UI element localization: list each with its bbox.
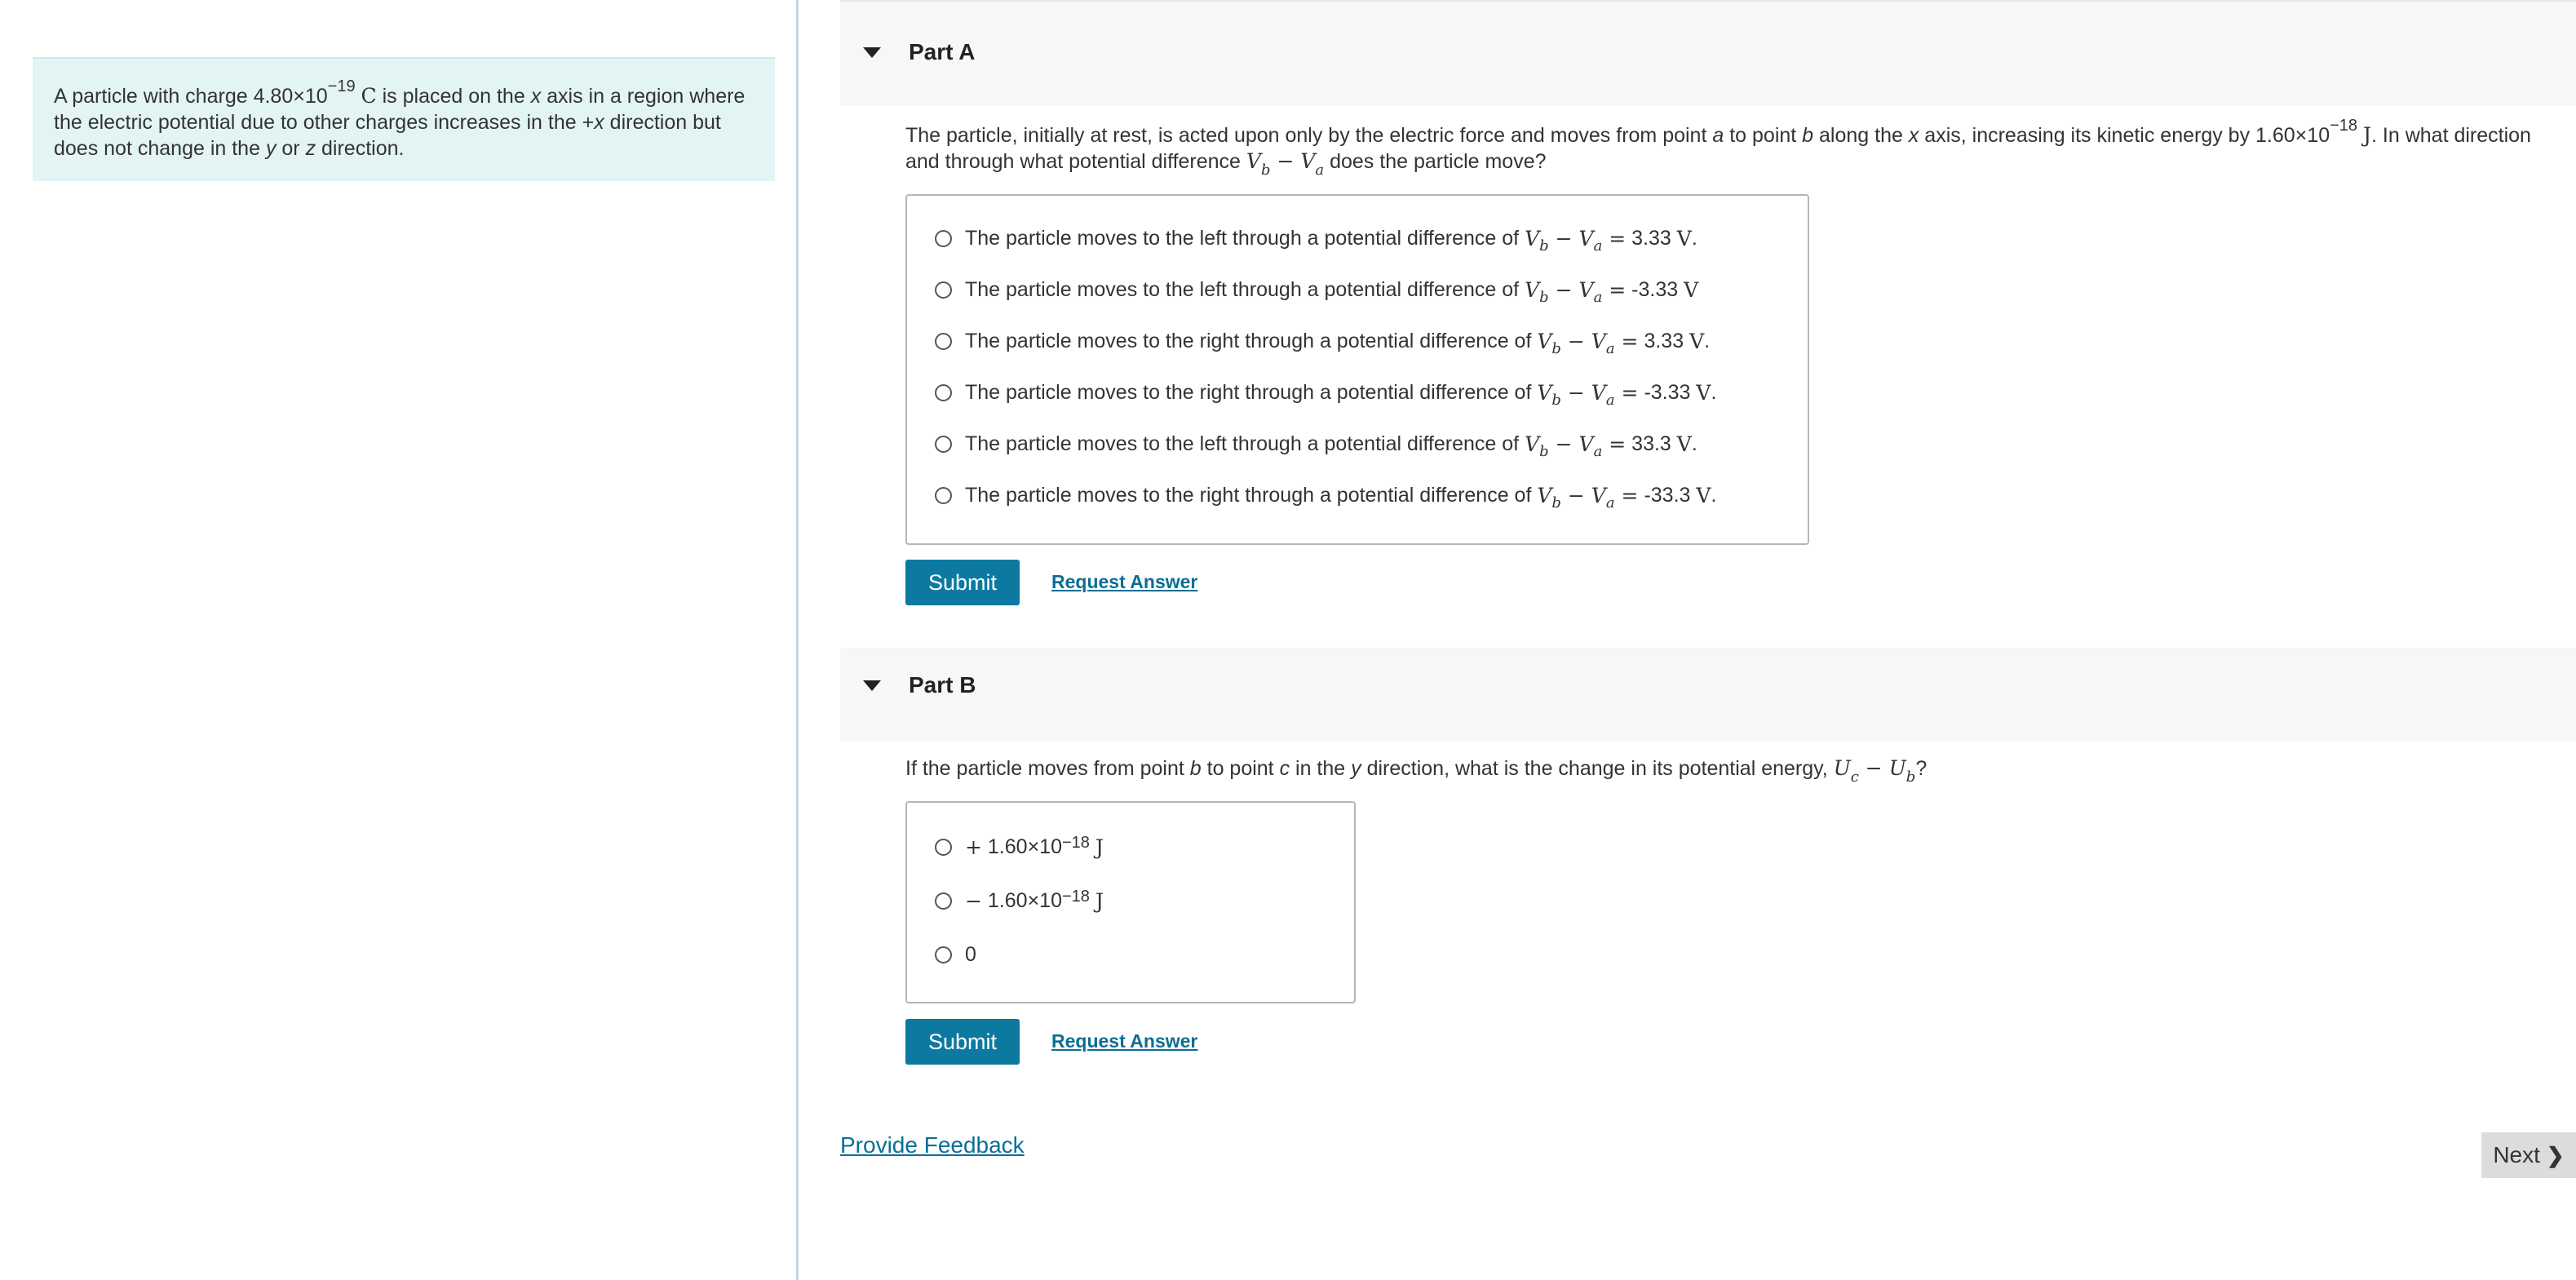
choice-text: The particle moves to the left through a potential difference of (965, 278, 1520, 301)
radio-button[interactable] (935, 333, 952, 350)
choice-value: -3.33 (1644, 381, 1691, 404)
part-a-choice-6[interactable]: The particle moves to the right through a potential difference of $V_b - V_a$ = -33.3 V . (935, 484, 1716, 507)
part-a-submit-button[interactable]: Submit (905, 560, 1020, 605)
intro-var-x2: x (594, 111, 604, 134)
part-a-q-text-6: does the particle move? (1324, 150, 1547, 173)
radio-button[interactable] (935, 436, 952, 453)
part-a-q-text-4: axis, increasing its kinetic energy by 1.60×10 (1919, 124, 2330, 147)
part-b-title: Part B (909, 672, 976, 698)
point-c: c (1279, 757, 1290, 780)
caret-down-icon[interactable] (863, 680, 881, 691)
choice-value: 1.60×10 (987, 889, 1062, 912)
part-b-choice-2[interactable] (935, 889, 1104, 913)
radio-button[interactable] (935, 487, 952, 504)
intro-var-x: x (530, 85, 542, 108)
part-b-q-text-5: ? (1915, 757, 1928, 780)
intro-var-y: y (265, 137, 277, 160)
choice-sign: + (965, 835, 982, 859)
point-b: b (1802, 124, 1814, 147)
part-b-q-text-2: to point (1201, 757, 1280, 780)
part-a-choice-2[interactable]: The particle moves to the left through a potential difference of $V_b - V_a$ = -3.33 V (935, 278, 1698, 302)
choice-suffix: . (1711, 381, 1717, 404)
part-a-choice-3[interactable]: The particle moves to the right through a potential difference of $V_b - V_a$ = 3.33 V . (935, 330, 1710, 353)
problem-intro (33, 57, 775, 181)
part-a-q-text-3: along the (1813, 124, 1909, 147)
part-a-request-answer-link[interactable]: Request Answer (1051, 571, 1198, 592)
intro-text-3: axis in a region where the electric potential due to other charges increases in the + (54, 85, 746, 134)
choice-suffix: . (1704, 330, 1711, 352)
radio-button[interactable] (935, 892, 952, 910)
choice-value: 1.60×10 (987, 835, 1062, 858)
part-a-choice-5[interactable]: The particle moves to the left through a potential difference of $V_b - V_a$ = 33.3 V . (935, 432, 1697, 456)
choice-text: The particle moves to the right through a potential difference of (965, 484, 1532, 507)
intro-text-4: direction but does not change in the (54, 111, 721, 160)
part-a-choice-1[interactable]: The particle moves to the left through a potential difference of $V_b - V_a$ = 3.33 V . (935, 227, 1697, 250)
intro-var-z: z (305, 137, 316, 160)
part-a-choices (905, 194, 1809, 545)
part-a-title: Part A (909, 39, 976, 64)
choice-value: 0 (965, 943, 976, 966)
part-b-header[interactable] (840, 648, 2576, 741)
radio-button[interactable] (935, 281, 952, 299)
part-b-request-answer-link[interactable]: Request Answer (1051, 1030, 1198, 1052)
part-b-q-text-1: If the particle moves from point (905, 757, 1190, 780)
provide-feedback-link[interactable]: Provide Feedback (840, 1132, 1025, 1158)
part-a-q-text-5: . In what direction and through what potential difference (905, 124, 2531, 173)
choice-unit: J (1095, 889, 1104, 913)
choice-text: The particle moves to the left through a potential difference of (965, 432, 1520, 455)
intro-text-5: or (276, 137, 306, 160)
choice-value: 3.33 (1644, 330, 1684, 352)
next-label: Next (2493, 1142, 2540, 1167)
point-b: b (1189, 757, 1202, 780)
choice-text: The particle moves to the right through a potential difference of (965, 381, 1532, 404)
choice-text: The particle moves to the right through a potential difference of (965, 330, 1532, 352)
choice-sign: − (965, 889, 982, 913)
potential-energy-expr: $U_c - U_b$ (1833, 756, 1916, 786)
part-b-choices (905, 801, 1356, 1003)
chevron-right-icon: ❯ (2546, 1142, 2565, 1167)
choice-value: 33.3 (1631, 432, 1671, 455)
radio-button[interactable] (935, 384, 952, 401)
part-a-q-text-2: to point (1724, 124, 1803, 147)
caret-down-icon[interactable] (863, 47, 881, 58)
potential-difference-expr: $V_b - V_a$ (1246, 149, 1325, 179)
choice-exponent: −18 (1061, 833, 1090, 852)
left-panel (0, 0, 799, 1280)
choice-unit: J (1095, 835, 1104, 859)
radio-button[interactable] (935, 230, 952, 247)
part-b-q-text-4: direction, what is the change in its potential energy, (1361, 757, 1834, 780)
choice-suffix: . (1711, 484, 1717, 507)
point-a: a (1712, 124, 1724, 147)
part-a-question (905, 117, 2537, 179)
energy-exponent: −18 (2330, 117, 2358, 135)
intro-text-6: direction. (316, 137, 405, 160)
part-b-question (905, 755, 2537, 786)
part-b-choice-1[interactable] (935, 835, 1104, 859)
part-a-q-text-1: The particle, initially at rest, is acted upon only by the electric force and moves from point (905, 124, 1713, 147)
radio-button[interactable] (935, 946, 952, 963)
part-a-header[interactable] (840, 0, 2576, 106)
choice-value: -33.3 (1644, 484, 1691, 507)
part-a-choice-4[interactable]: The particle moves to the right through a potential difference of $V_b - V_a$ = -3.33 V . (935, 381, 1716, 405)
intro-unit: C (361, 84, 377, 108)
intro-text-1: A particle with charge 4.80×10 (54, 85, 328, 108)
radio-button[interactable] (935, 839, 952, 856)
choice-value: 3.33 (1631, 227, 1671, 250)
part-b-q-text-3: in the (1290, 757, 1352, 780)
choice-suffix: . (1691, 227, 1697, 250)
choice-suffix: . (1691, 432, 1697, 455)
choice-text: The particle moves to the left through a potential difference of (965, 227, 1520, 250)
choice-exponent: −18 (1061, 887, 1090, 906)
axis-x: x (1908, 124, 1919, 147)
next-button[interactable] (2481, 1132, 2576, 1178)
part-b-choice-3[interactable] (935, 943, 976, 967)
energy-unit: J (2362, 123, 2372, 147)
axis-y: y (1351, 757, 1361, 780)
choice-value: -3.33 (1631, 278, 1679, 301)
part-b-submit-button[interactable]: Submit (905, 1019, 1020, 1065)
intro-exponent: −19 (327, 78, 356, 95)
intro-text-2: is placed on the (376, 85, 531, 108)
